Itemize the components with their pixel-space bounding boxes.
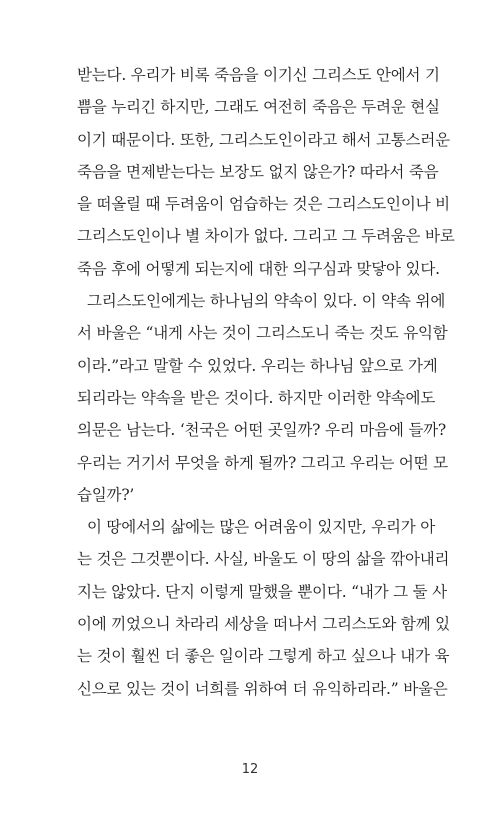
text-line: 우리는 거기서 무엇을 하게 될까? 그리고 우리는 어떤 모 (77, 453, 448, 472)
text-line: 지는 않았다. 단지 이렇게 말했을 뿐이다. “내가 그 둘 사 (77, 582, 447, 601)
text-line: 그리스도인이나 별 차이가 없다. 그리고 그 두려움은 바로 (77, 227, 455, 246)
text-line: 쁨을 누리긴 하지만, 그래도 여전히 죽음은 두려운 현실 (77, 98, 440, 117)
paragraph (77, 511, 450, 705)
text-line: 그리스도인에게는 하나님의 약속이 있다. 이 약속 위에 (87, 292, 446, 311)
text-line: 의문은 남는다. ‘천국은 어떤 곳일까? 우리 마음에 들까? (77, 421, 446, 440)
paragraph (77, 59, 455, 285)
text-line: 서 바울은 “내게 사는 것이 그리스도니 죽는 것도 유익함 (77, 324, 448, 343)
text-line: 이기 때문이다. 또한, 그리스도인이라고 해서 고통스러운 (77, 130, 450, 149)
body-text (77, 59, 455, 705)
text-line: 신으로 있는 것이 너희를 위하여 더 유익하리라.” 바울은 (77, 679, 448, 698)
paragraph (77, 285, 448, 511)
text-line: 되리라는 약속을 받은 것이다. 하지만 이러한 약속에도 (77, 388, 436, 407)
text-line: 죽음을 면제받는다는 보장도 없지 않은가? 따라서 죽음 (77, 162, 439, 181)
text-line: 이 땅에서의 삶에는 많은 어려움이 있지만, 우리가 아 (87, 518, 436, 537)
text-line: 이라.”라고 말할 수 있었다. 우리는 하나님 앞으로 가게 (77, 356, 438, 375)
text-line: 을 떠올릴 때 두려움이 엄습하는 것은 그리스도인이나 비 (77, 195, 450, 214)
text-line: 습일까?’ (77, 485, 135, 504)
text-line: 는 것은 그것뿐이다. 사실, 바울도 이 땅의 삶을 깎아내리 (77, 550, 450, 569)
text-line: 는 것이 훨씬 더 좋은 일이라 그렇게 하고 싶으나 내가 육 (77, 647, 450, 666)
page-number: 12 (241, 762, 259, 777)
text-line: 받는다. 우리가 비록 죽음을 이기신 그리스도 안에서 기 (77, 66, 440, 84)
text-line: 이에 끼었으니 차라리 세상을 떠나서 그리스도와 함께 있 (77, 615, 450, 634)
text-line: 죽음 후에 어떻게 되는지에 대한 의구심과 맞닿아 있다. (77, 259, 440, 278)
